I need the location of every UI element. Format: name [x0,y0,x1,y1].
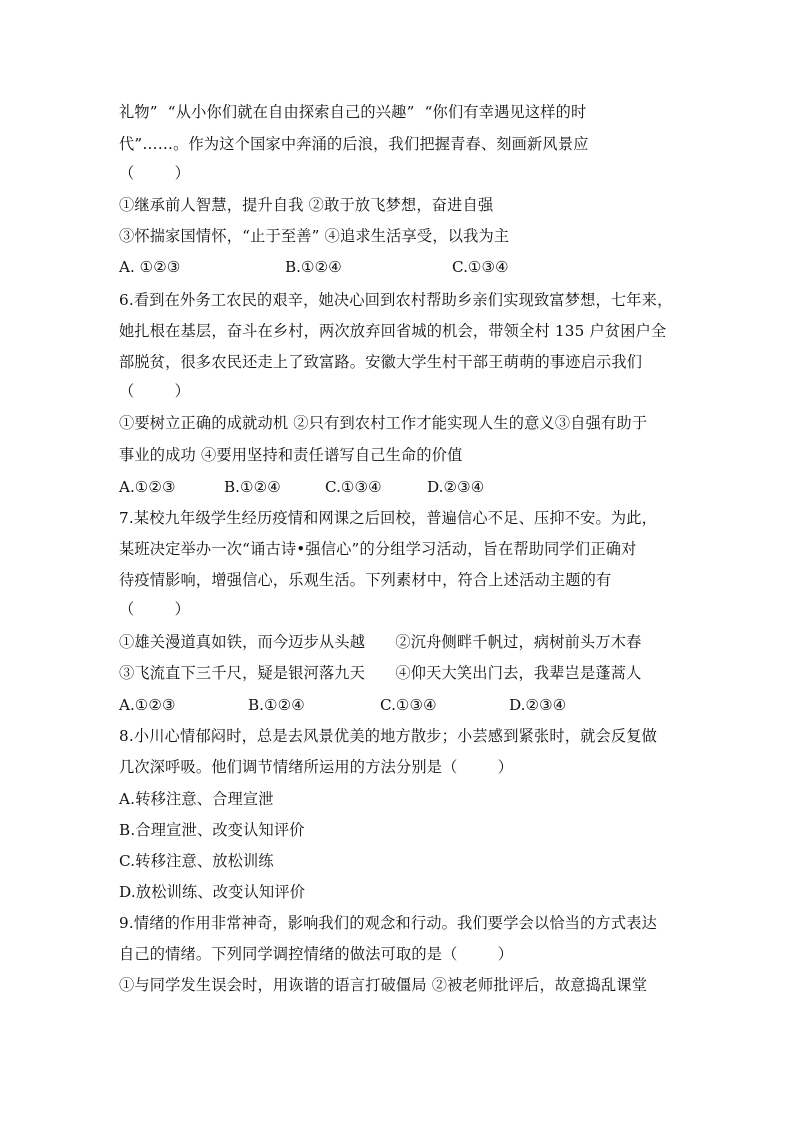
q7-option-a: A.①②③ [119,696,176,714]
q6-option-a: A.①②③ [119,478,176,496]
q6-answer-blank: （ ） [119,382,190,400]
q5-statement-1: ①继承前人智慧，提升自我 ②敢于放飞梦想，奋进自强 [119,196,494,214]
q5-line-1: 礼物” “从小你们就在自由探索自己的兴趣” “你们有幸遇见这样的时 [119,103,587,121]
q6-option-d: D.②③④ [427,478,485,496]
q5-line-2: 代”……。作为这个国家中奔涌的后浪，我们把握青春、刻画新风景应 [119,135,589,153]
q5-option-a: A. ①②③ [119,258,181,276]
q8-line-2: 几次深呼吸。他们调节情绪所运用的方法分别是（ ） [119,758,514,776]
q6-statement-2: 事业的成功 ④要用坚持和责任谱写自己生命的价值 [119,446,463,464]
q7-option-c: C.①③④ [380,696,437,714]
q6-line-3: 部脱贫，很多农民还走上了致富路。安徽大学生村干部王萌萌的事迹启示我们 [119,353,643,371]
q7-statement-2: ③飞流直下三千尺，疑是银河落九天 ④仰天大笑出门去，我辈岂是蓬蒿人 [119,664,642,682]
q9-line-2: 自己的情绪。下列同学调控情绪的做法可取的是（ ） [119,945,514,963]
q7-option-b: B.①②④ [248,696,305,714]
q9-line-1: 9.情绪的作用非常神奇，影响我们的观念和行动。我们要学会以恰当的方式表达 [119,914,658,932]
q5-option-b: B.①②④ [285,258,342,276]
q8-option-a: A.转移注意、合理宣泄 [119,790,274,808]
q6-line-2: 她扎根在基层，奋斗在乡村，两次放弃回省城的机会，带领全村 135 户贫困户全 [119,322,667,340]
q8-option-c: C.转移注意、放松训练 [119,852,274,870]
q9-statement-1: ①与同学发生误会时，用诙谐的语言打破僵局 ②被老师批评后，故意捣乱课堂 [119,976,648,994]
q8-line-1: 8.小川心情郁闷时，总是去风景优美的地方散步；小芸感到紧张时，就会反复做 [119,727,658,745]
q6-option-c: C.①③④ [325,478,382,496]
q8-option-d: D.放松训练、改变认知评价 [119,883,306,901]
q6-statement-1: ①要树立正确的成就动机 ②只有到农村工作才能实现人生的意义③自强有助于 [119,414,648,432]
q5-answer-blank: （ ） [119,164,190,182]
q7-statement-1: ①雄关漫道真如铁，而今迈步从头越 ②沉舟侧畔千帆过，病树前头万木春 [119,633,642,651]
q5-statement-2: ③怀揣家国情怀，“止于至善” ④追求生活享受，以我为主 [119,227,510,245]
q7-option-d: D.②③④ [509,696,567,714]
q7-answer-blank: （ ） [119,600,190,618]
q8-option-b: B.合理宣泄、改变认知评价 [119,821,305,839]
q7-line-2: 某班决定举办一次“诵古诗•强信心”的分组学习活动，旨在帮助同学们正确对 [119,540,637,558]
q6-option-b: B.①②④ [224,478,281,496]
q7-line-1: 7.某校九年级学生经历疫情和网课之后回校，普遍信心不足、压抑不安。为此， [119,509,658,527]
q6-line-1: 6.看到在外务工农民的艰辛，她决心回到农村帮助乡亲们实现致富梦想，七年来， [119,291,673,309]
q5-option-c: C.①③④ [452,258,509,276]
q7-line-3: 待疫情影响，增强信心，乐观生活。下列素材中，符合上述活动主题的有 [119,571,612,589]
